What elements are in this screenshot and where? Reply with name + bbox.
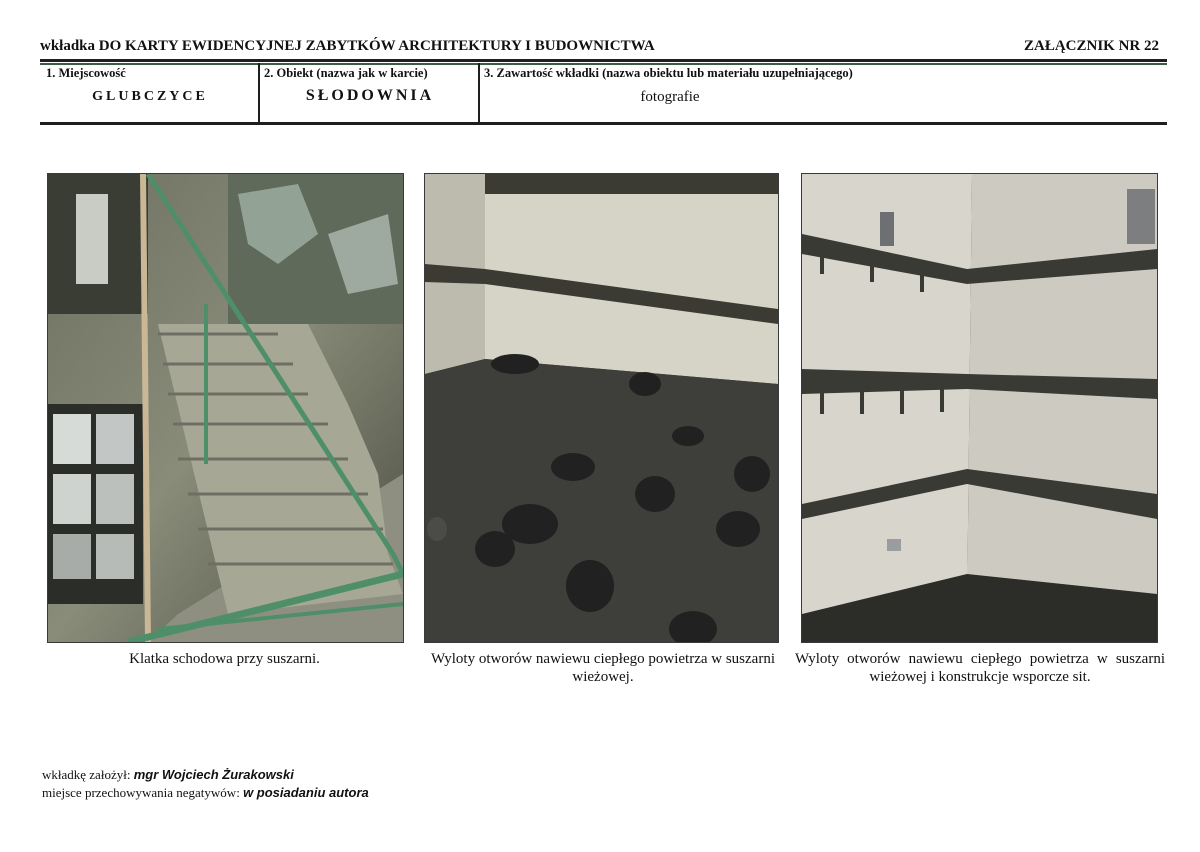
field-divider [258, 63, 260, 123]
field-value-locality: GLUBCZYCE [92, 89, 208, 104]
header-bottom-rule [40, 122, 1167, 125]
header-rule-green [40, 63, 1167, 65]
field-label-locality: 1. Miejscowość [46, 66, 126, 80]
footer-author-line [42, 767, 294, 783]
photo-staircase-image [48, 174, 403, 642]
photo-caption-staircase: Klatka schodowa przy suszarni. [129, 651, 320, 667]
photo-caption-floor-vents: Wyloty otworów nawiewu ciepłego powietrza w suszarni wieżowej. [431, 651, 775, 685]
photo-caption-sieve-supports: Wyloty otworów nawiewu ciepłego powietrza w suszarni wieżowej i konstrukcje wsporcze sit. [795, 651, 1165, 685]
field-value-contents: fotografie [640, 89, 700, 105]
photo-floor-vents-image [425, 174, 778, 642]
negatives-label: miejsce przechowywania negatywów: [42, 785, 240, 800]
field-label-object: 2. Obiekt (nazwa jak w karcie) [264, 66, 428, 80]
annex-number: ZAŁĄCZNIK NR 22 [1023, 38, 1159, 54]
field-divider [478, 63, 480, 123]
photo-floor-vents [424, 173, 779, 643]
field-label-contents: 3. Zawartość wkładki (nazwa obiektu lub materiału uzupełniającego) [484, 66, 853, 80]
footer-negatives-line [42, 785, 369, 801]
author-name: mgr Wojciech Żurakowski [133, 767, 294, 782]
field-value-object: SŁODOWNIA [305, 87, 435, 104]
photo-sieve-supports [801, 173, 1158, 643]
negatives-location: w posiadaniu autora [243, 785, 369, 800]
header-rule [40, 59, 1167, 62]
header-topline [40, 38, 1167, 58]
photo-sieve-supports-image [802, 174, 1157, 642]
photo-staircase [47, 173, 404, 643]
author-label: wkładkę założył: [42, 767, 131, 782]
document-title: wkładka DO KARTY EWIDENCYJNEJ ZABYTKÓW ARCHITEKTURY I BUDOWNICTWA [40, 38, 655, 54]
